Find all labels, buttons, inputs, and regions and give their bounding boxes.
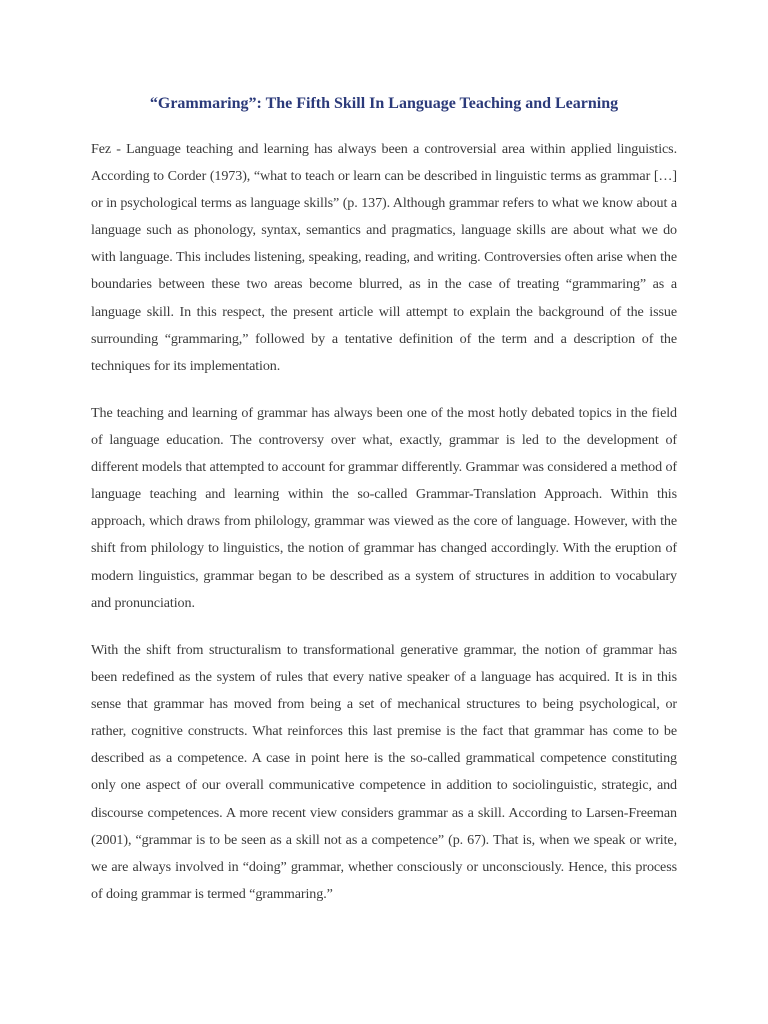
paragraph-1: Fez - Language teaching and learning has always been a controversial area within applied linguistics. According to Corder (1973), “what to teach or learn can be described in linguistic terms as grammar […] or in psychological terms as language skills” (p. 137). Although grammar refers to what we know about a language such as phonology, syntax, semantics and pragmatics, language skills are about what we do with language. This includes listening, speaking, reading, and writing. Controversies often arise when the boundaries between these two areas become blurred, as in the case of treating “grammaring” as a language skill. In this respect, the present article will attempt to explain the background of the issue surrounding “grammaring,” followed by a tentative definition of the term and a description of the techniques for its implementation. xyxy=(91,141,677,374)
paragraph-2: The teaching and learning of grammar has always been one of the most hotly debated topics in the field of language education. The controversy over what, exactly, grammar is led to the development of different models that attempted to account for grammar differently. Grammar was considered a method of language teaching and learning within the so-called Grammar-Translation Approach. Within this approach, which draws from philology, grammar was viewed as the core of language. However, with the shift from philology to linguistics, the notion of grammar has changed accordingly. With the eruption of modern linguistics, grammar began to be described as a system of structures in addition to vocabulary and pronunciation. xyxy=(91,405,677,611)
document-title: “Grammaring”: The Fifth Skill In Language Teaching and Learning xyxy=(149,95,619,112)
paragraph-3: With the shift from structuralism to transformational generative grammar, the notion of grammar has been redefined as the system of rules that every native speaker of a language has acquired. It is in this sense that grammar has moved from being a set of mechanical structures to being psychological, or rather, cognitive constructs. What reinforces this last premise is the fact that grammar has come to be described as a competence. A case in point here is the so-called grammatical competence constituting only one aspect of our overall communicative competence in addition to sociolinguistic, strategic, and discourse competences. A more recent view considers grammar as a skill. According to Larsen-Freeman (2001), “grammar is to be seen as a skill not as a competence” (p. 67). That is, when we speak or write, we are always involved in “doing” grammar, whether consciously or unconsciously. Hence, this process of doing grammar is termed “grammaring.” xyxy=(91,642,677,902)
